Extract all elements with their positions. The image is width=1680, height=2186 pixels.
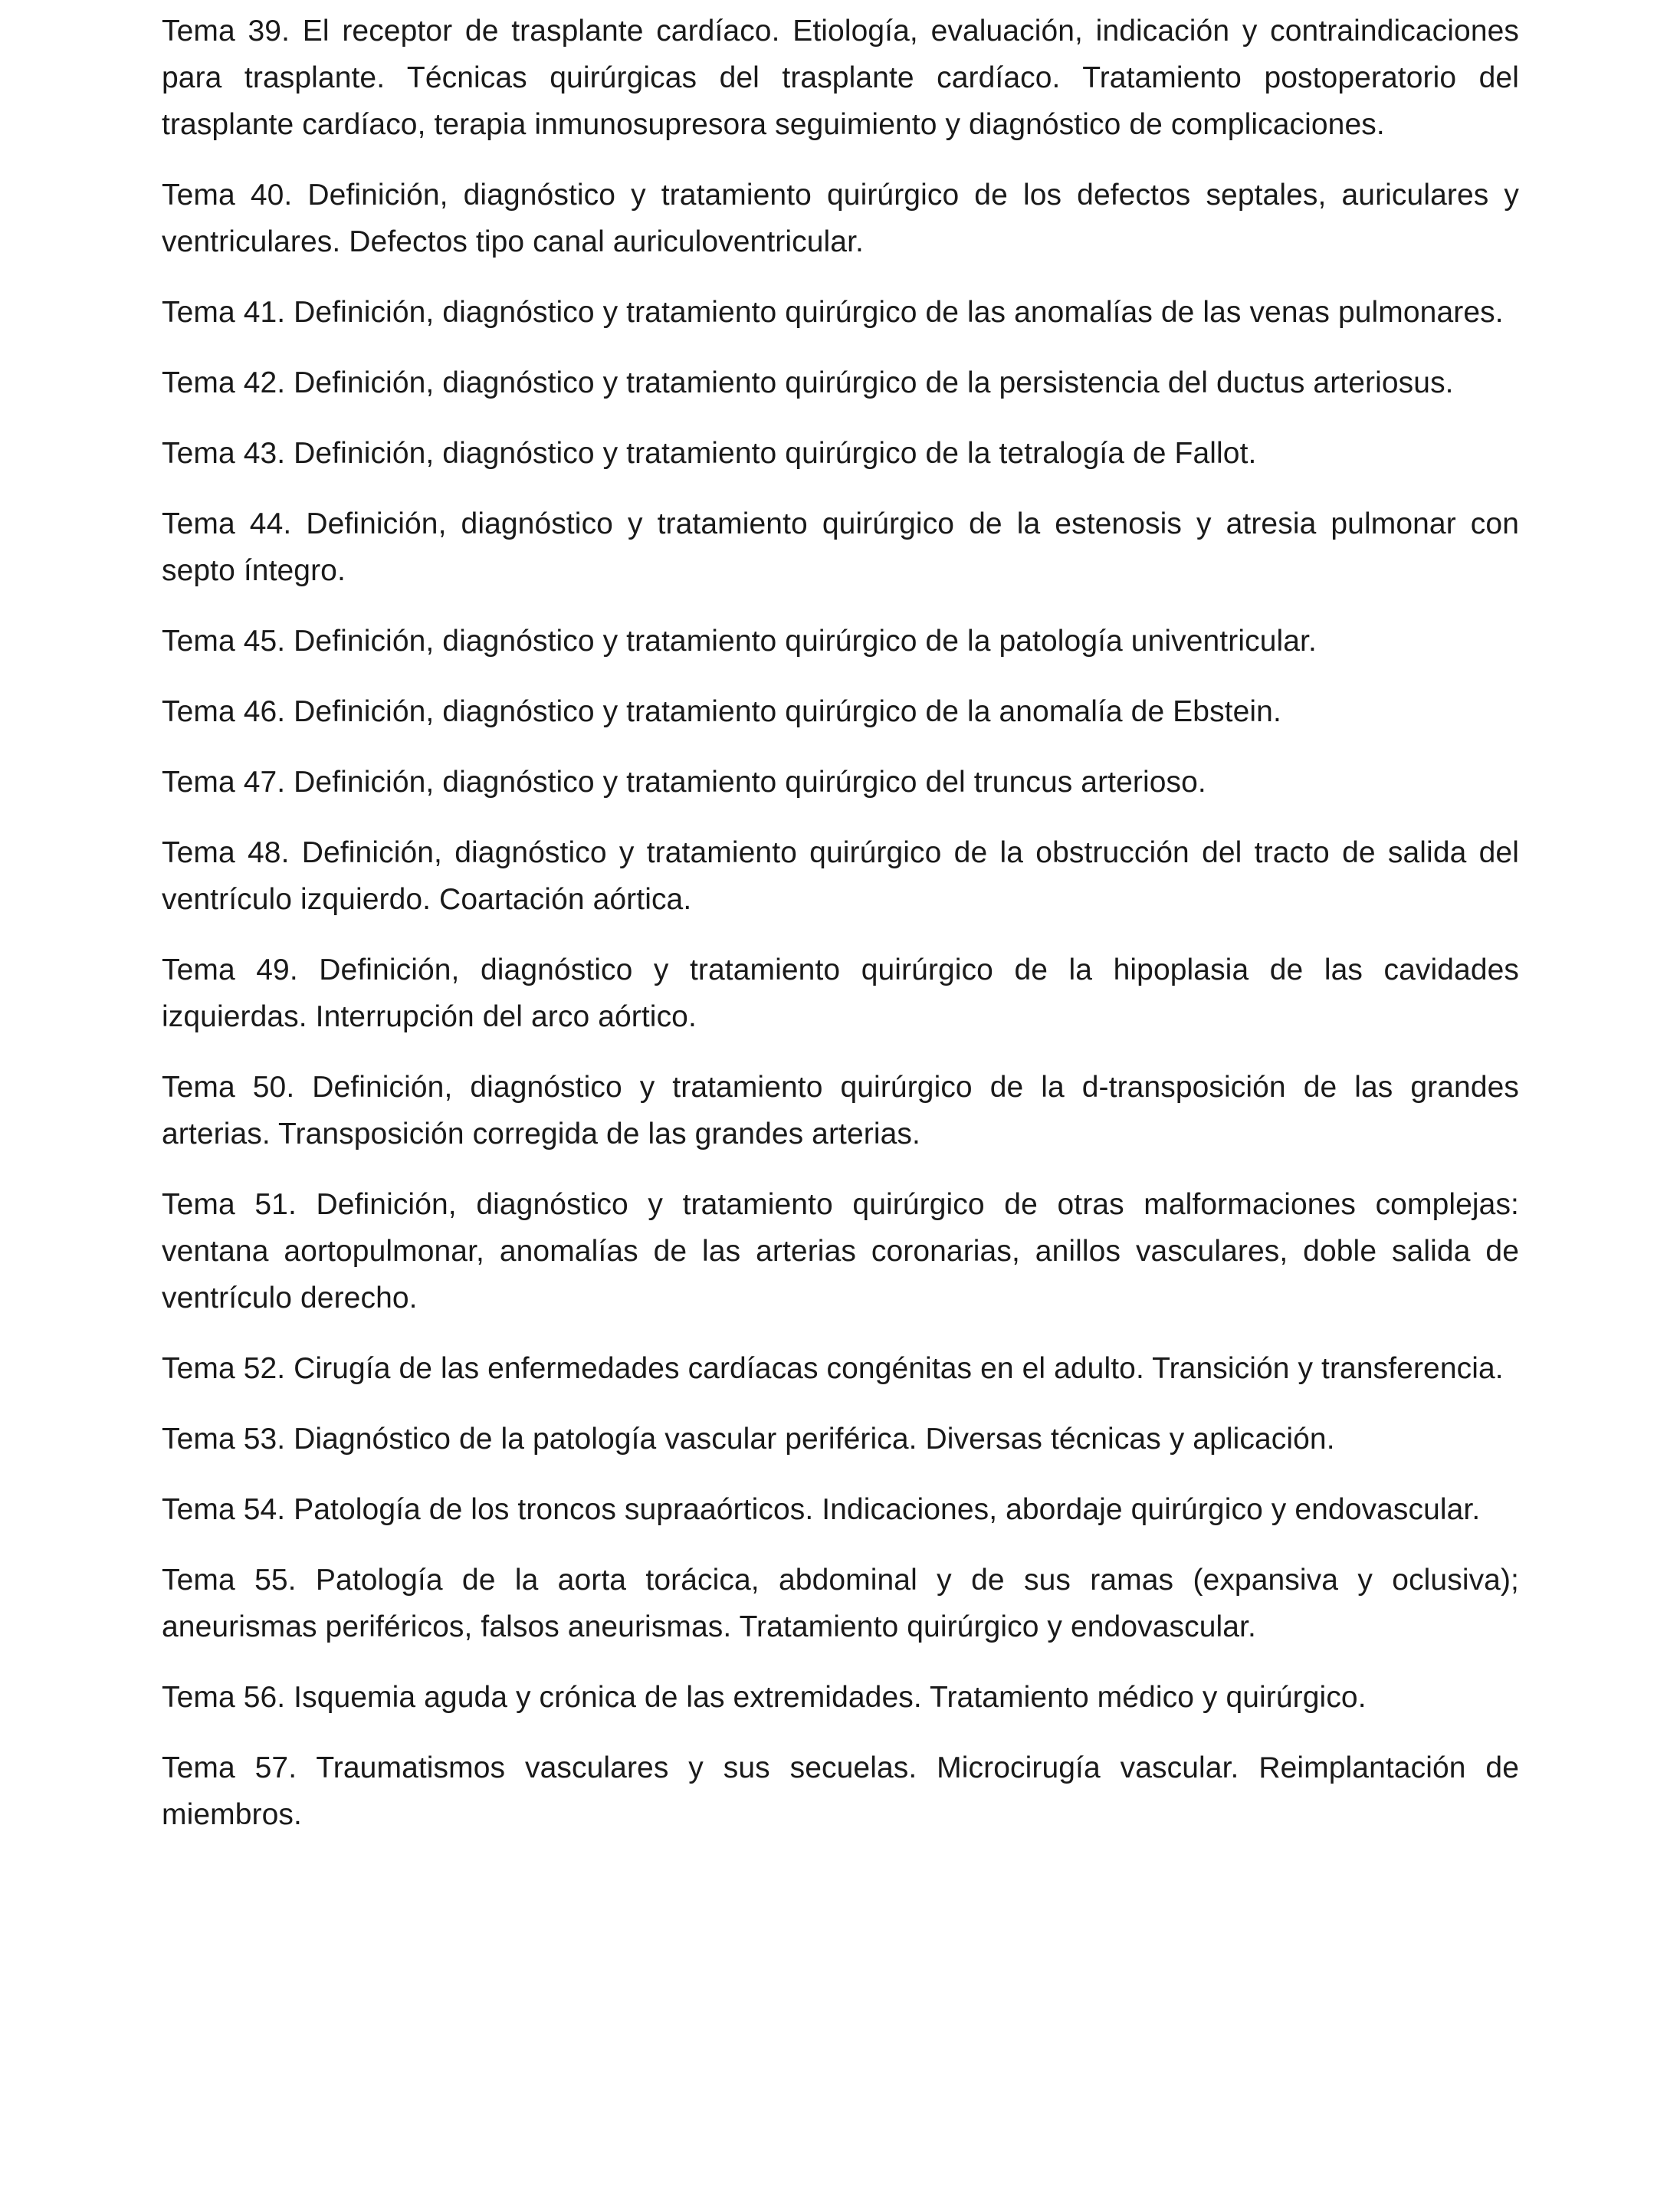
tema-48: Tema 48. Definición, diagnóstico y tratamiento quirúrgico de la obstrucción del tracto de salida del ventrículo izquierdo. Coartación aórtica. [162, 836, 1519, 916]
tema-52: Tema 52. Cirugía de las enfermedades cardíacas congénitas en el adulto. Transición y transferencia. [162, 1352, 1504, 1385]
tema-41: Tema 41. Definición, diagnóstico y tratamiento quirúrgico de las anomalías de las venas pulmonares. [162, 296, 1504, 329]
tema-56: Tema 56. Isquemia aguda y crónica de las extremidades. Tratamiento médico y quirúrgico. [162, 1681, 1367, 1714]
tema-54: Tema 54. Patología de los troncos supraaórticos. Indicaciones, abordaje quirúrgico y endovascular. [162, 1493, 1481, 1526]
tema-45: Tema 45. Definición, diagnóstico y tratamiento quirúrgico de la patología univentricular. [162, 625, 1317, 658]
tema-51: Tema 51. Definición, diagnóstico y tratamiento quirúrgico de otras malformaciones complejas: ventana aortopulmonar, anomalías de las arterias coronarias, anillos vasculares, doble salida de ventrículo derecho. [162, 1188, 1519, 1315]
tema-43: Tema 43. Definición, diagnóstico y tratamiento quirúrgico de la tetralogía de Fallot. [162, 437, 1257, 470]
tema-50: Tema 50. Definición, diagnóstico y tratamiento quirúrgico de la d-transposición de las grandes arterias. Transposición corregida de las grandes arterias. [162, 1071, 1519, 1150]
tema-40: Tema 40. Definición, diagnóstico y tratamiento quirúrgico de los defectos septales, auriculares y ventriculares. Defectos tipo canal auriculoventricular. [162, 179, 1519, 258]
tema-53: Tema 53. Diagnóstico de la patología vascular periférica. Diversas técnicas y aplicación. [162, 1423, 1335, 1456]
tema-list [162, 8, 1519, 1862]
tema-55: Tema 55. Patología de la aorta torácica, abdominal y de sus ramas (expansiva y oclusiva); aneurismas periféricos, falsos aneurismas. Tratamiento quirúrgico y endovascular. [162, 1564, 1519, 1643]
tema-49: Tema 49. Definición, diagnóstico y tratamiento quirúrgico de la hipoplasia de las cavidades izquierdas. Interrupción del arco aórtico. [162, 954, 1519, 1033]
tema-42: Tema 42. Definición, diagnóstico y tratamiento quirúrgico de la persistencia del ductus arteriosus. [162, 366, 1454, 399]
tema-44: Tema 44. Definición, diagnóstico y tratamiento quirúrgico de la estenosis y atresia pulmonar con septo íntegro. [162, 507, 1519, 587]
tema-46: Tema 46. Definición, diagnóstico y tratamiento quirúrgico de la anomalía de Ebstein. [162, 695, 1281, 728]
tema-39: Tema 39. El receptor de trasplante cardíaco. Etiología, evaluación, indicación y contraindicaciones para trasplante. Técnicas quirúrgicas del trasplante cardíaco. Tratamiento postoperatorio del trasplante cardíaco, terapia inmunosupresora seguimiento y diagnóstico de complicaciones. [162, 15, 1519, 141]
tema-57: Tema 57. Traumatismos vasculares y sus secuelas. Microcirugía vascular. Reimplantación de miembros. [162, 1751, 1519, 1831]
tema-47: Tema 47. Definición, diagnóstico y tratamiento quirúrgico del truncus arterioso. [162, 766, 1206, 799]
